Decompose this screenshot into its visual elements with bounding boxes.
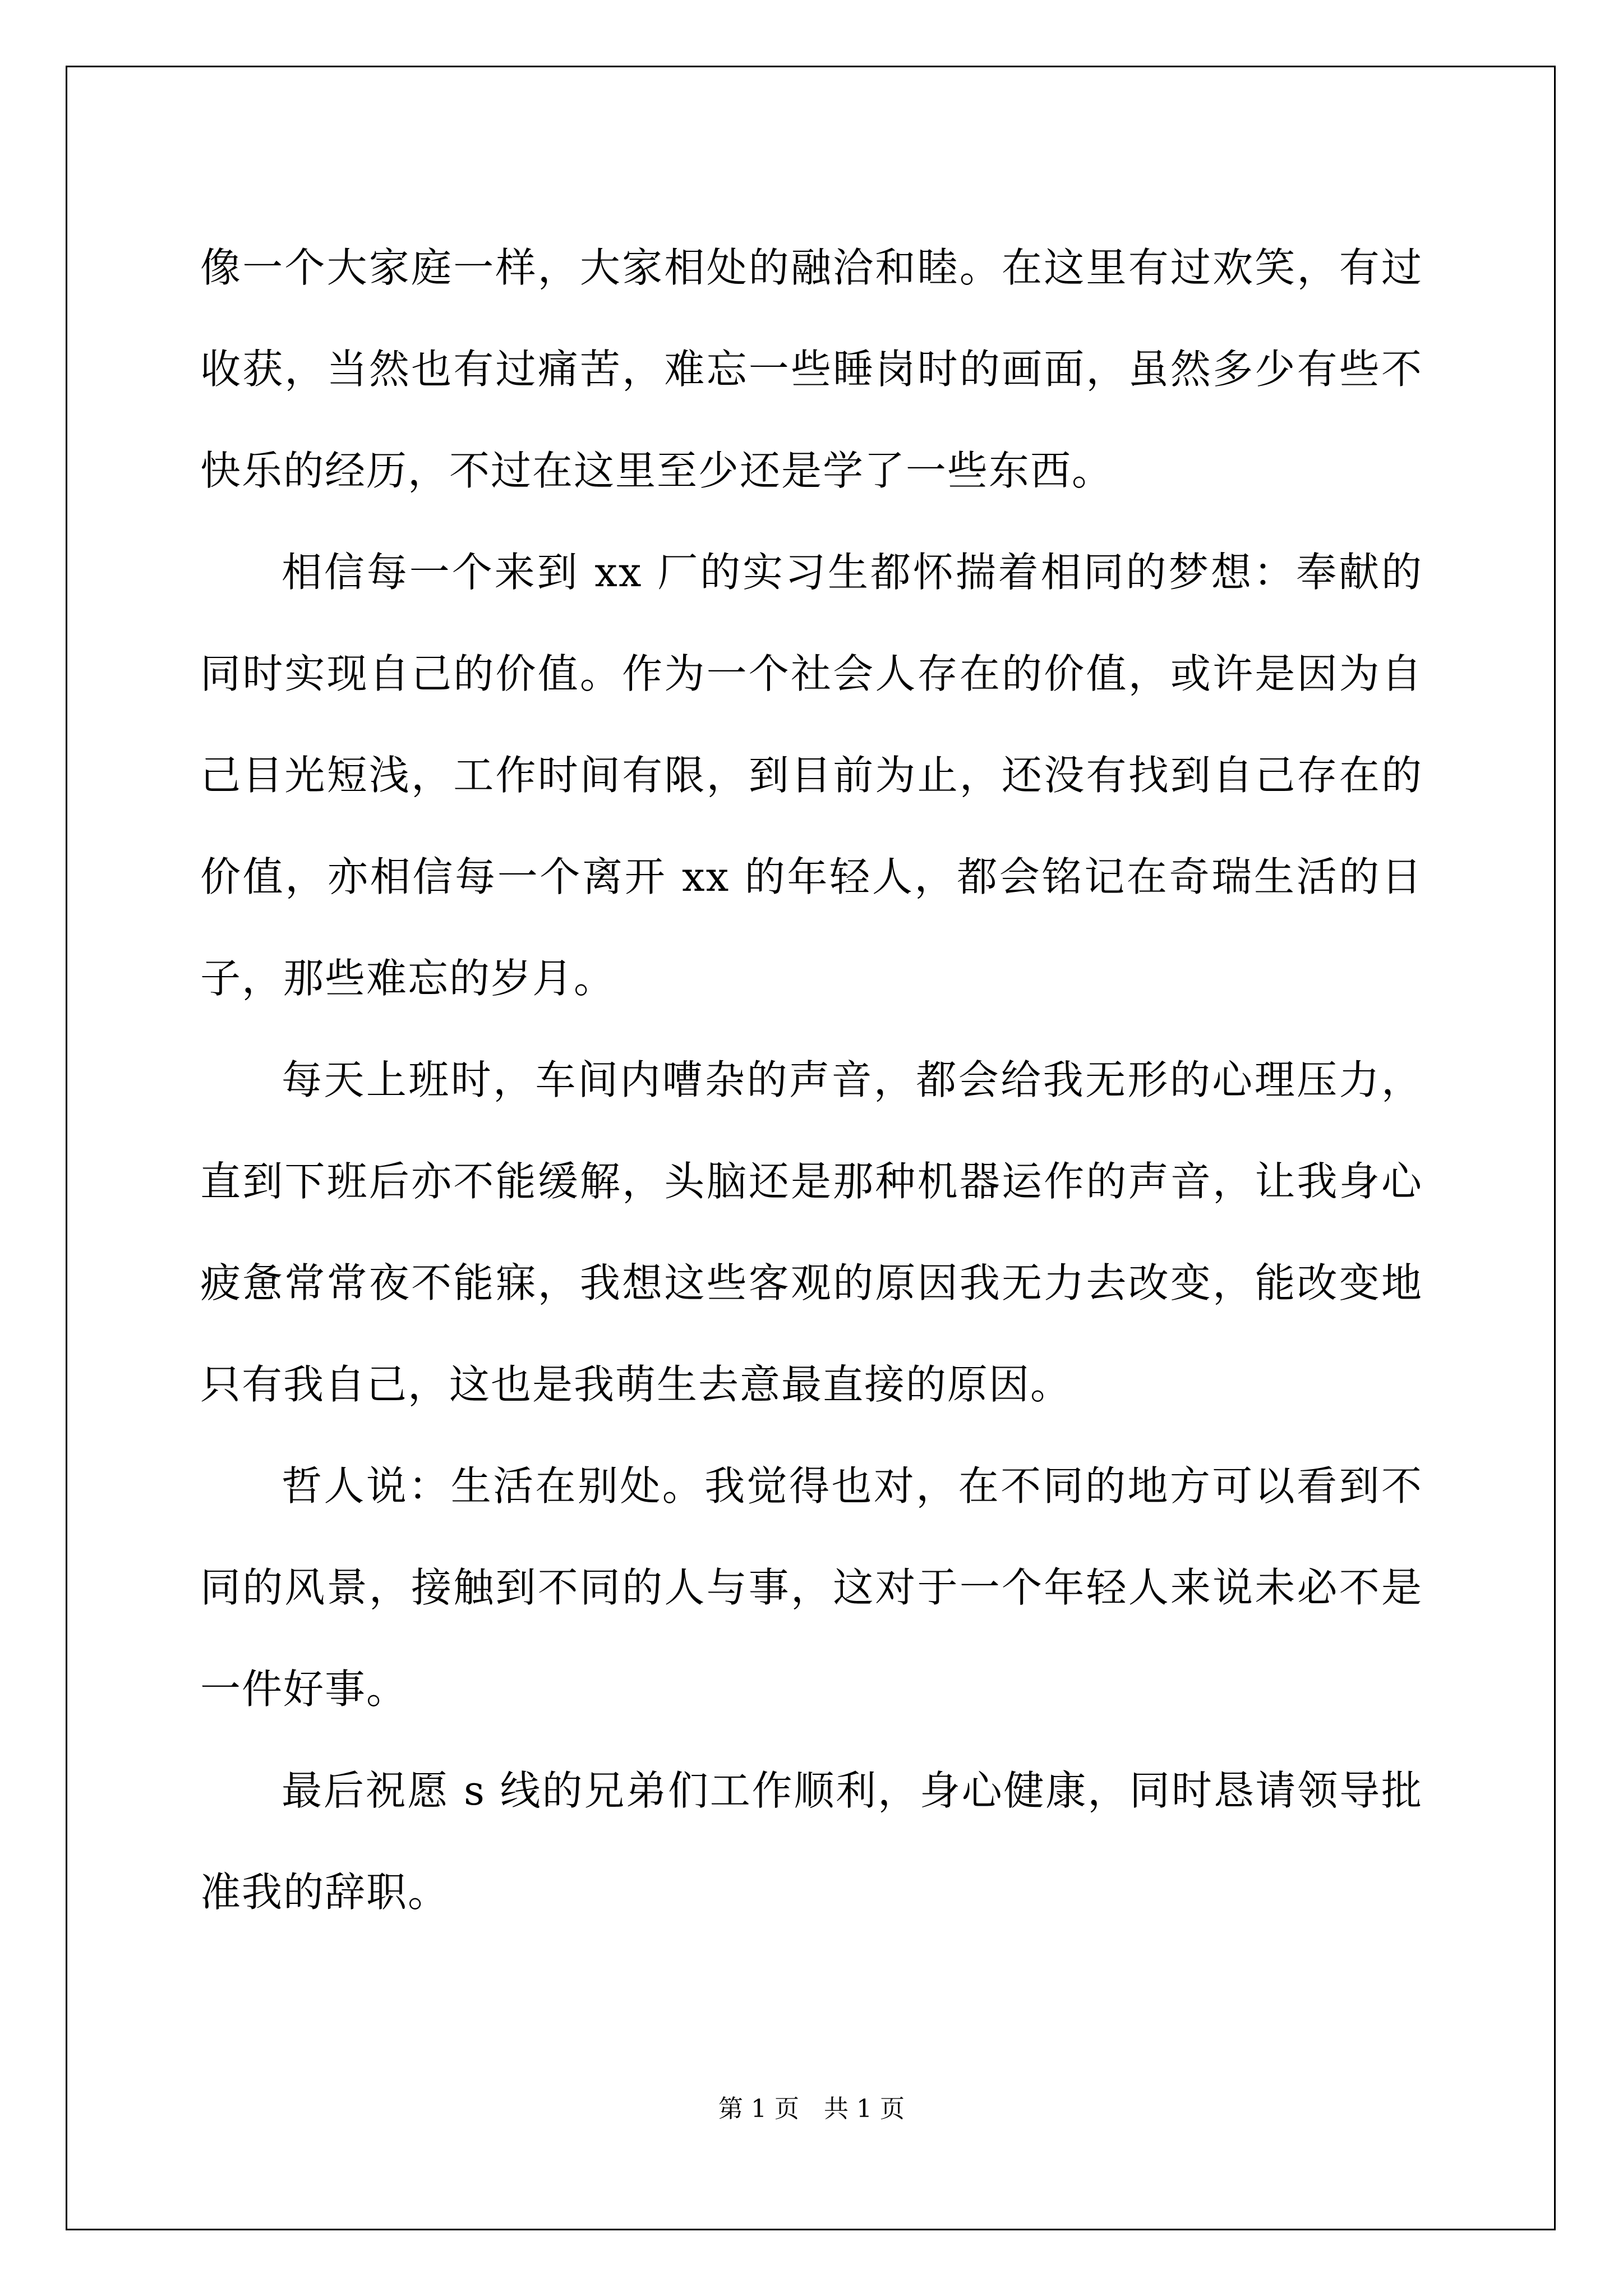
paragraph-5: 最后祝愿 s 线的兄弟们工作顺利，身心健康，同时恳请领导批准我的辞职。 [200,1767,1423,1916]
paragraph-2: 相信每一个来到 xx 厂的实习生都怀揣着相同的梦想：奉献的同时实现自己的价值。作为一个社会人存在的价值，或许是因为自己目光短浅，工作时间有限，到目前为止，还没有找到自己存在的价值，亦相信每一个离开 xx 的年轻人，都会铭记在奇瑞生活的日子，那些难忘的岁月。 [200,549,1423,1002]
page-number-footer: 第 1 页 共 1 页 [718,2095,905,2123]
paragraph-3: 每天上班时，车间内嘈杂的声音，都会给我无形的心理压力，直到下班后亦不能缓解，头脑还是那种机器运作的声音，让我身心疲惫常常夜不能寐，我想这些客观的原因我无力去改变，能改变地只有我自己，这也是我萌生去意最直接的原因。 [200,1056,1423,1408]
paragraph-1: 像一个大家庭一样，大家相处的融洽和睦。在这里有过欢笑，有过收获，当然也有过痛苦，难忘一些睡岗时的画面，虽然多少有些不快乐的经历，不过在这里至少还是学了一些东西。 [200,244,1423,494]
paragraph-4: 哲人说：生活在别处。我觉得也对，在不同的地方可以看到不同的风景，接触到不同的人与事，这对于一个年轻人来说未必不是一件好事。 [200,1462,1423,1713]
document-body [200,217,1423,1943]
